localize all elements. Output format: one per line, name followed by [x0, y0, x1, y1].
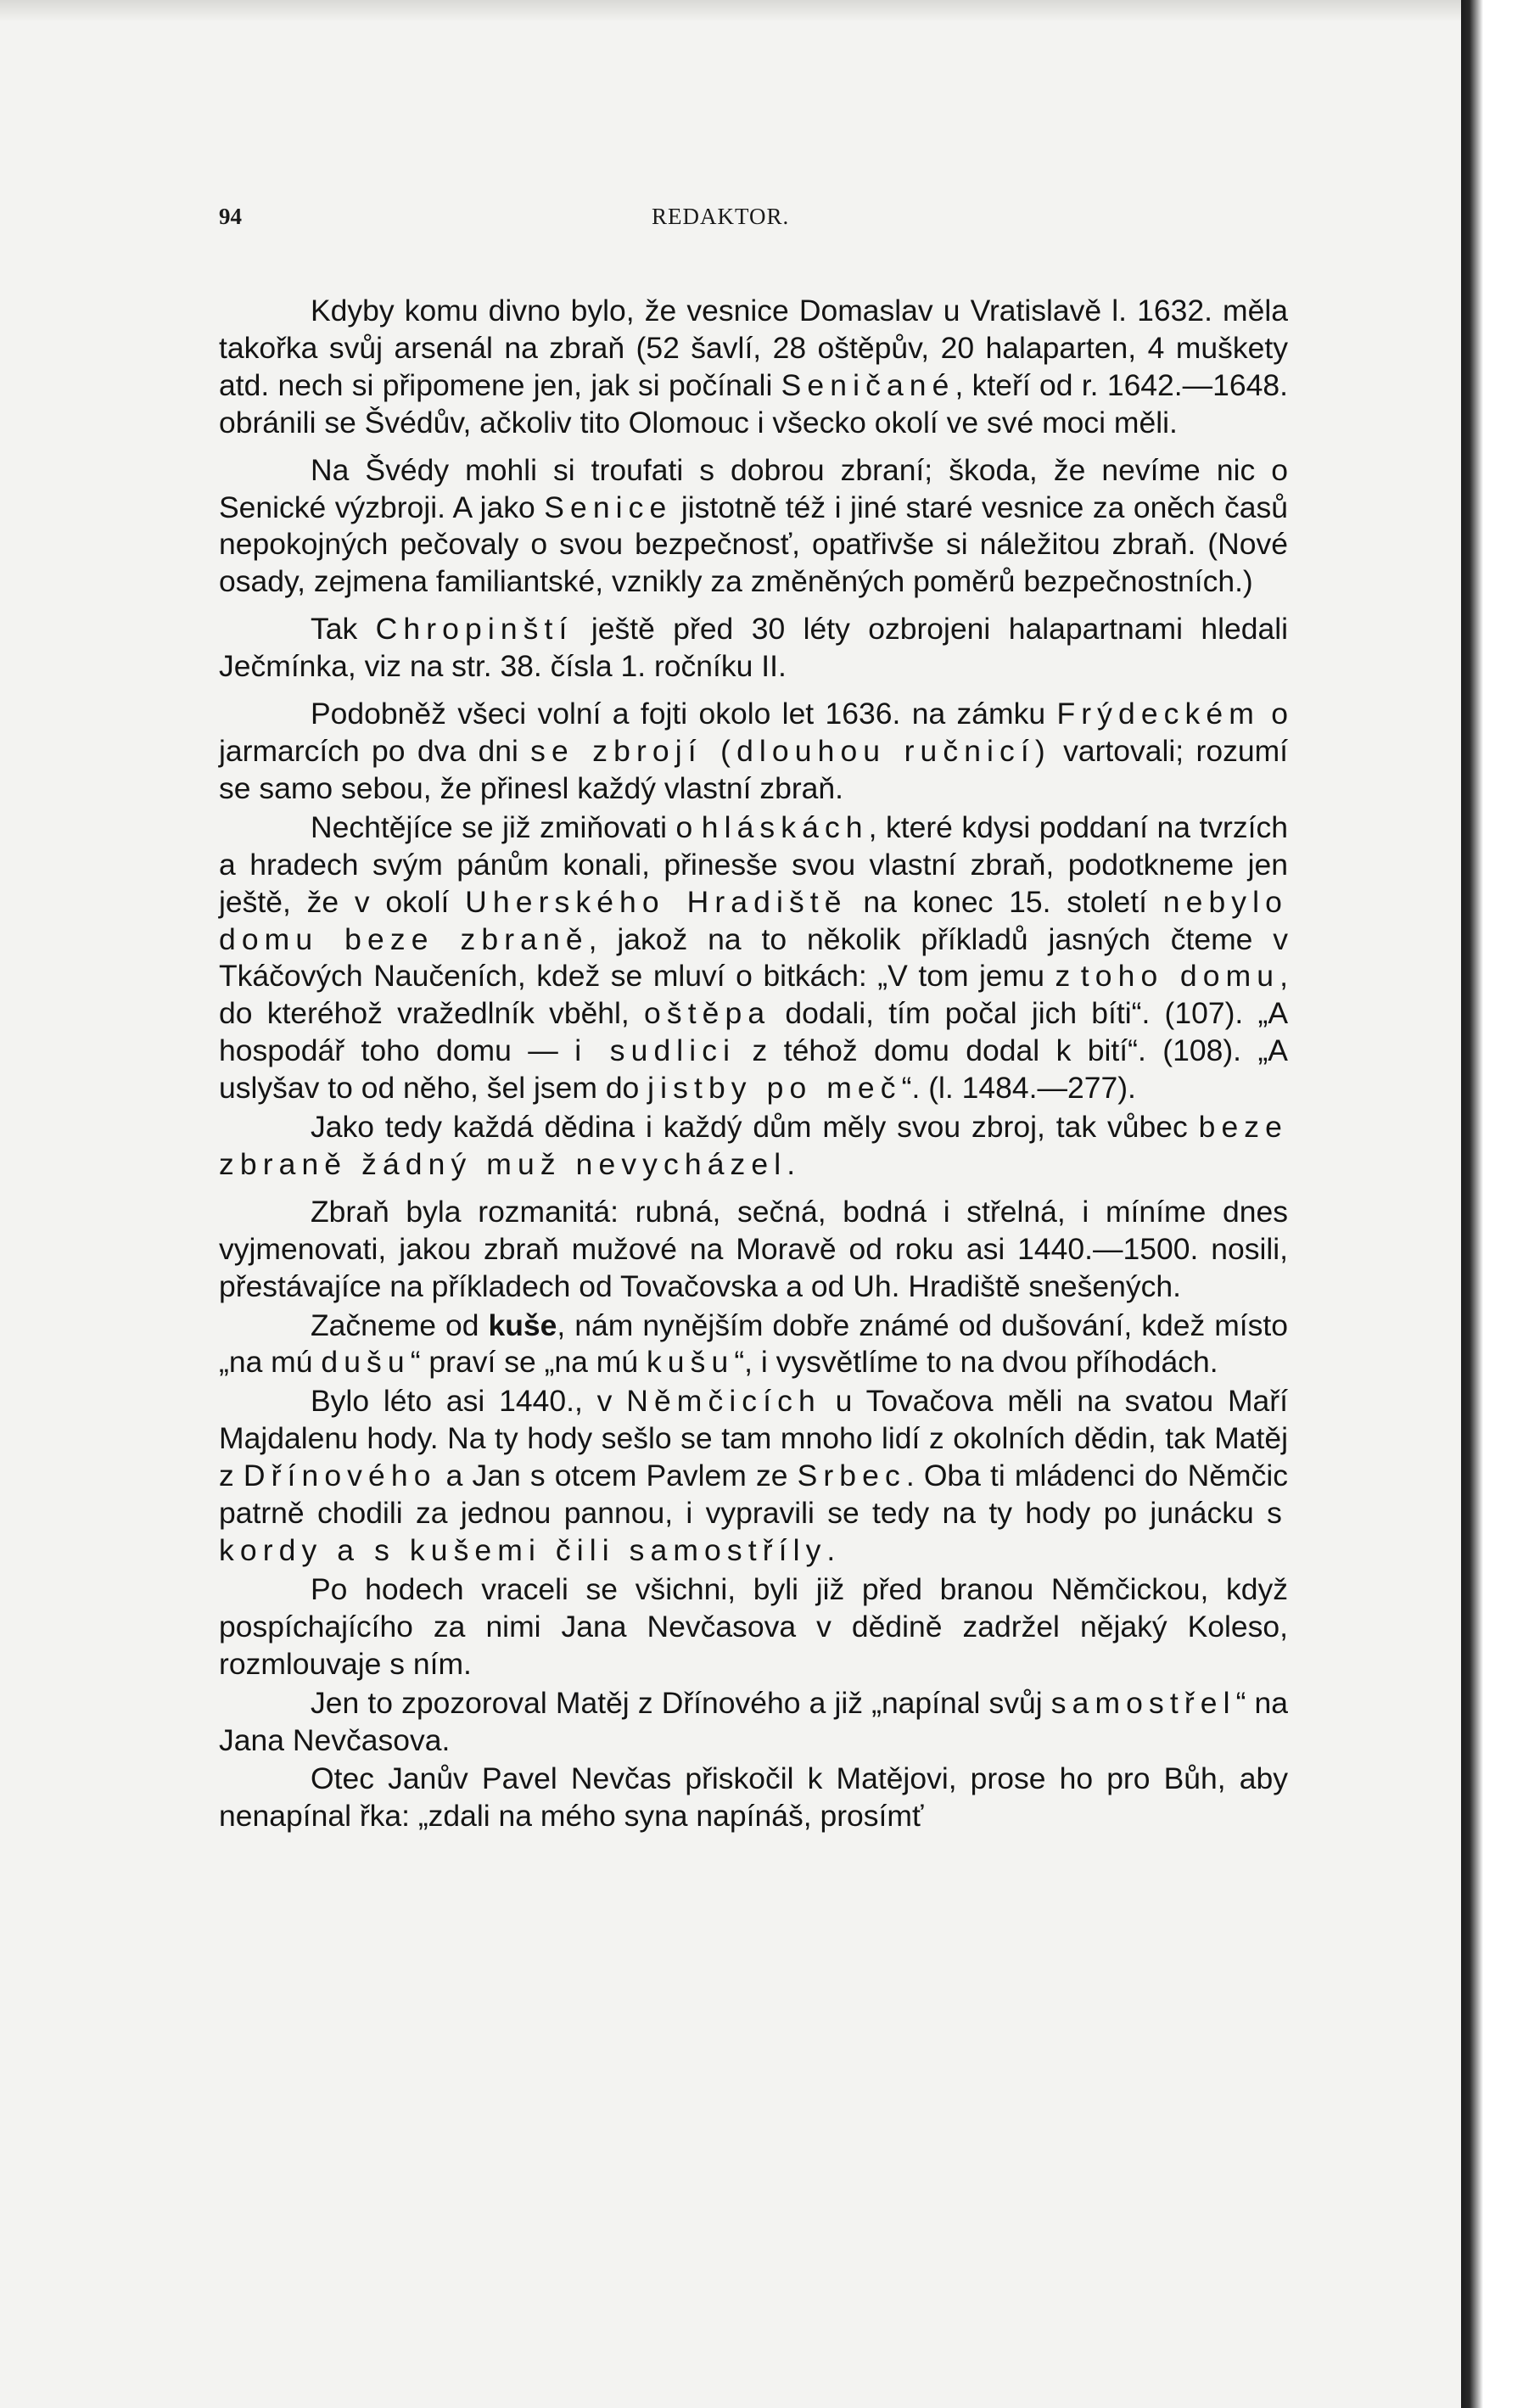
- text-run: , kteří od r. 1642.—1648. obránili se Švédův, ačkoliv tito Olomouc i všecko okolí ve své moci měli.: [219, 367, 1288, 440]
- text-run: Jen to zpozoroval Matěj z Dřínového a již „napínal svůj: [311, 1685, 1051, 1720]
- spaced-text: beze zbraně žádný muž nevycházel: [219, 1110, 1288, 1181]
- spaced-text: Němčicích: [626, 1384, 821, 1419]
- spaced-text: Uherského Hradiště: [465, 884, 848, 919]
- spaced-text: kušu: [646, 1345, 735, 1380]
- body-text: [219, 293, 1288, 1837]
- spaced-text: oštěpa: [644, 996, 771, 1031]
- paragraph-5: [219, 809, 1288, 1107]
- spaced-text: samostřel: [1050, 1685, 1236, 1720]
- paragraph-7: [219, 1194, 1288, 1306]
- running-title: REDAKTOR.: [652, 204, 790, 229]
- scan-top-shadow: [0, 0, 1461, 22]
- spaced-text: nebylo domu beze zbraně: [219, 884, 1288, 956]
- text-run: Jako tedy každá dědina i každý dům měly svou zbroj, tak vůbec: [311, 1110, 1199, 1145]
- text-run: u Tovačova měli na svatou Maří Majdalenu hody. Na ty hody sešlo se tam mnoho lidí z okolních dědin, tak Matěj z: [219, 1384, 1288, 1493]
- spaced-text: Chropinští: [375, 612, 574, 647]
- text-run: Nechtějíce se již zmiňovati o: [311, 809, 702, 844]
- text-run: Tak: [311, 612, 376, 647]
- spaced-text: Seničané: [781, 367, 955, 402]
- spaced-text: Dřínového: [243, 1459, 437, 1493]
- spaced-text: i sudlici: [574, 1033, 736, 1068]
- text-run: Začneme od: [311, 1308, 489, 1342]
- paragraph-1: [219, 293, 1288, 442]
- spaced-text: hláskách: [701, 809, 869, 844]
- bold-text: kuše: [488, 1308, 557, 1342]
- text-run: dodali, tím počal jich bíti“. (107). „A hospodář toho domu —: [219, 996, 1288, 1068]
- paragraph-6: [219, 1109, 1288, 1184]
- spaced-text: se zbrojí (dlouhou ručnicí): [530, 733, 1051, 768]
- spaced-text: toho domu: [1080, 959, 1280, 994]
- text-run: jistotně též i jiné staré vesnice za oněch časů nepokojných pečovaly o svou bezpečnosť, opatřivše si náležitou zbraň. (Nové osady, zejmena familiantské, vznikly za změněných poměrů bezpečnostních.): [219, 490, 1288, 599]
- paragraph-9: [219, 1383, 1288, 1570]
- paragraph-12: [219, 1761, 1288, 1835]
- text-run: Po hodech vraceli se všichni, byli již před branou Němčickou, když pospíchajícího za nimi Jana Nevčasova v dědině zadržel nějaký Koleso, rozmlouvaje s ním.: [219, 1571, 1288, 1681]
- text-run: Kdyby komu divno bylo, že vesnice Domaslav u Vratislavě l. 1632. měla takořka svůj arsenál na zbraň (52 šavlí, 28 oštěpův, 20 halaparten, 4 muškety atd. nech si připomene jen, jak si počínali: [219, 294, 1288, 402]
- text-run: , do kteréhož vražedlník vběhl,: [219, 959, 1288, 1031]
- spaced-text: Srbec: [797, 1459, 906, 1493]
- text-run: . Oba ti mládenci do Němčic patrně chodili za jednou pannou, i vypravili se tedy na ty hody po junácku: [219, 1459, 1288, 1531]
- text-run: , jakož na to několik příkladů jasných čteme v Tkáčových Naučeních, kdež se mluví o bitkách: „V tom jemu z: [219, 921, 1289, 994]
- spaced-text: jistby po meč: [647, 1071, 902, 1106]
- text-run: Bylo léto asi 1440., v: [311, 1384, 627, 1419]
- text-run: “ praví se „na mú: [410, 1345, 647, 1380]
- text-run: Podobněž všeci volní a fojti okolo let 1636. na zámku: [311, 697, 1057, 731]
- text-run: , nám nynějším dobře známé od dušování, kdež místo „na mú: [219, 1308, 1288, 1380]
- paragraph-3: [219, 611, 1288, 686]
- paragraph-11: [219, 1685, 1288, 1760]
- scan-binding-edge: [1461, 0, 1523, 2408]
- text-run: “, i vysvětlíme to na dvou příhodách.: [734, 1345, 1218, 1380]
- text-run: o jarmarcích po dva dni: [219, 697, 1288, 768]
- page-number: 94: [219, 204, 242, 229]
- text-run: z téhož domu dodal k bití“. (108). „A uslyšav to od něho, šel jsem do: [219, 1033, 1288, 1106]
- text-run: Otec Janův Pavel Nevčas přiskočil k Matějovi, prose ho pro Bůh, aby nenapínal řka: „zdali na mého syna napínáš, prosímť: [219, 1761, 1288, 1834]
- text-run: “. (l. 1484.—277).: [901, 1071, 1136, 1106]
- text-run: “ na Jana Nevčasova.: [219, 1685, 1289, 1757]
- text-run: , které kdysi poddaní na tvrzích a hradech svým pánům konali, přinesše svou vlastní zbraň, podotkneme jen ještě, že v okolí: [219, 809, 1288, 919]
- spaced-text: s kordy a s kušemi čili samostříly: [219, 1496, 1288, 1567]
- text-run: Na Švédy mohli si troufati s dobrou zbraní; škoda, že nevíme nic o Senické výzbroji. A jako: [219, 452, 1288, 524]
- text-run: .: [826, 1533, 836, 1567]
- paragraph-2: [219, 452, 1288, 602]
- page-header: [219, 204, 1288, 238]
- paragraph-10: [219, 1571, 1288, 1683]
- text-run: .: [787, 1146, 796, 1181]
- spaced-text: Frýdeckém: [1056, 697, 1260, 731]
- spaced-text: Senice: [544, 490, 673, 524]
- text-run: na konec 15. století: [847, 884, 1163, 919]
- text-run: a Jan s otcem Pavlem ze: [436, 1459, 798, 1493]
- text-run: ještě před 30 léty ozbrojeni halapartnami hledali Ječmínka, viz na str. 38. čísla 1. ročníku II.: [219, 612, 1288, 684]
- text-run: Zbraň byla rozmanitá: rubná, sečná, bodná i střelná, i míníme dnes vyjmenovati, jakou zbraň mužové na Moravě od roku asi 1440.—1500. nosili, přestávajíce na příkladech od Tovačovska a od Uh. Hradiště snešených.: [219, 1194, 1288, 1303]
- paragraph-8: [219, 1308, 1288, 1382]
- spaced-text: dušu: [321, 1345, 411, 1380]
- text-run: vartovali; rozumí se samo sebou, že přinesl každý vlastní zbraň.: [219, 733, 1288, 805]
- paragraph-4: [219, 696, 1288, 808]
